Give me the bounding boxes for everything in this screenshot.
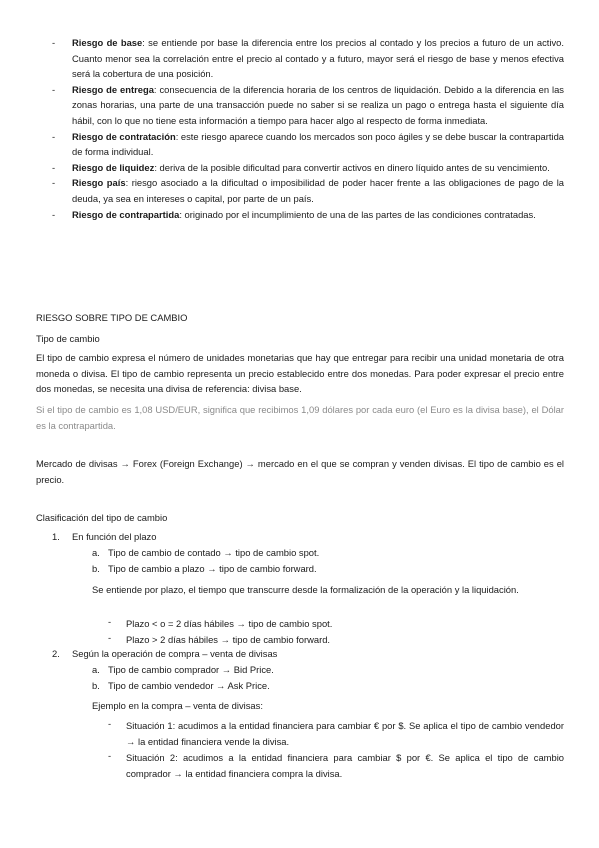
bullet-dash: -	[52, 161, 56, 173]
item-label: En función del plazo	[72, 531, 157, 542]
risk-term: Riesgo de contratación	[72, 130, 176, 142]
bullet-dash: -	[52, 83, 56, 95]
item-number: 2.	[52, 648, 60, 659]
item-letter: b.	[92, 563, 100, 574]
bullet-dash: -	[52, 208, 56, 220]
bullet-dash: -	[52, 130, 56, 142]
risk-description: : este riesgo aparece cuando los mercados son poco ágiles y se debe buscar la contrapartida de forma individual.	[72, 130, 564, 158]
section-title: RIESGO SOBRE TIPO DE CAMBIO	[36, 312, 188, 323]
risk-description: : deriva de la posible dificultad para convertir activos en dinero líquido antes de su vencimiento.	[154, 161, 550, 173]
bullet-dash: -	[108, 750, 112, 761]
numbered-item-1	[52, 531, 156, 542]
bullet-dash: -	[108, 616, 112, 627]
item-text: Tipo de cambio vendedor → Ask Price.	[108, 680, 270, 691]
bullet-dash: -	[108, 718, 112, 729]
risk-term: Riesgo país	[72, 177, 126, 189]
example-title: Ejemplo en la compra – venta de divisas:	[92, 700, 263, 711]
list-item	[108, 632, 564, 648]
risk-list	[52, 35, 564, 222]
risk-term: Riesgo de contrapartida	[72, 208, 180, 220]
classification-title: Clasificación del tipo de cambio	[36, 512, 168, 523]
list-item	[108, 616, 564, 632]
item-letter: b.	[92, 680, 100, 691]
risk-description: : originado por el incumplimiento de una de las partes de las condiciones contratadas.	[179, 208, 536, 220]
list-item	[108, 718, 564, 749]
example-paragraph: Si el tipo de cambio es 1,08 USD/EUR, significa que recibimos 1,09 dólares por cada euro (el Euro es la divisa base), el Dólar es la contrapartida.	[36, 404, 564, 431]
bullet-dash: -	[52, 177, 56, 189]
item-text: Situación 2: acudimos a la entidad financiera para cambiar $ por €. Se aplica el tipo de cambio comprador → la entidad financiera compra la divisa.	[126, 752, 564, 779]
bullet-dash: -	[108, 632, 112, 643]
item-number: 1.	[52, 531, 60, 542]
section-subtitle: Tipo de cambio	[36, 333, 100, 344]
plazo-note: Se entiende por plazo, el tiempo que transcurre desde la formalización de la operación y la liquidación.	[92, 584, 519, 595]
list-item	[52, 82, 564, 129]
bullet-dash: -	[52, 37, 56, 48]
item-label: Según la operación de compra – venta de divisas	[72, 648, 278, 659]
item-text: Tipo de cambio de contado → tipo de cambio spot.	[108, 547, 320, 558]
item-text: Plazo > 2 días hábiles → tipo de cambio forward.	[126, 634, 331, 645]
risk-term: Riesgo de base	[72, 37, 143, 48]
intro-paragraph: El tipo de cambio expresa el número de unidades monetarias que hay que entregar para recibir una unidad monetaria de otra moneda o divisa. El tipo de cambio representa un precio establecido entre dos monedas. Para poder expresar el precio entre dos monedas, se necesita una divisa de referencia: divisa base.	[36, 352, 564, 395]
risk-description: : consecuencia de la diferencia horaria de los centros de liquidación. Debido a la diferencia en las zonas horarias, una parte de una transacción puede no saber si se realiza un pago o entrega hasta el siguiente día hábil, con lo que no tiene esta información a tiempo para hacer algo al respecto de forma inmediata.	[72, 83, 564, 126]
numbered-item-2	[52, 648, 277, 659]
risk-description: : se entiende por base la diferencia entre los precios al contado y los precios a futuro de un activo. Cuanto menor sea la correlación entre el precio al contado y a futuro, mayor será el riesgo de base y menos efectiva será la cobertura de una posición.	[72, 37, 564, 80]
sub-item-a	[92, 547, 319, 558]
list-item	[52, 35, 564, 82]
item-text: Situación 1: acudimos a la entidad financiera para cambiar € por $. Se aplica el tipo de cambio vendedor → la entidad financiera vende la divisa.	[126, 720, 564, 747]
list-item	[52, 175, 564, 206]
list-item	[52, 160, 564, 176]
forex-paragraph: Mercado de divisas → Forex (Foreign Exchange) → mercado en el que se compran y venden divisas. El tipo de cambio es el precio.	[36, 458, 564, 485]
sub-item-b	[92, 563, 317, 574]
risk-term: Riesgo de entrega	[72, 83, 154, 95]
list-item	[108, 750, 564, 781]
item-text: Plazo < o = 2 días hábiles → tipo de cambio spot.	[126, 618, 333, 629]
risk-description: : riesgo asociado a la dificultad o imposibilidad de poder hacer frente a las obligaciones de pago de la deuda, ya sea en intereses o capital, por parte de un país.	[72, 177, 564, 204]
sub-item-a	[92, 664, 274, 675]
list-item	[52, 129, 564, 160]
item-letter: a.	[92, 664, 100, 675]
item-text: Tipo de cambio comprador → Bid Price.	[108, 664, 274, 675]
list-item	[52, 207, 564, 223]
item-text: Tipo de cambio a plazo → tipo de cambio forward.	[108, 563, 317, 574]
item-letter: a.	[92, 547, 100, 558]
risk-term: Riesgo de liquidez	[72, 161, 155, 173]
sub-item-b	[92, 680, 270, 691]
